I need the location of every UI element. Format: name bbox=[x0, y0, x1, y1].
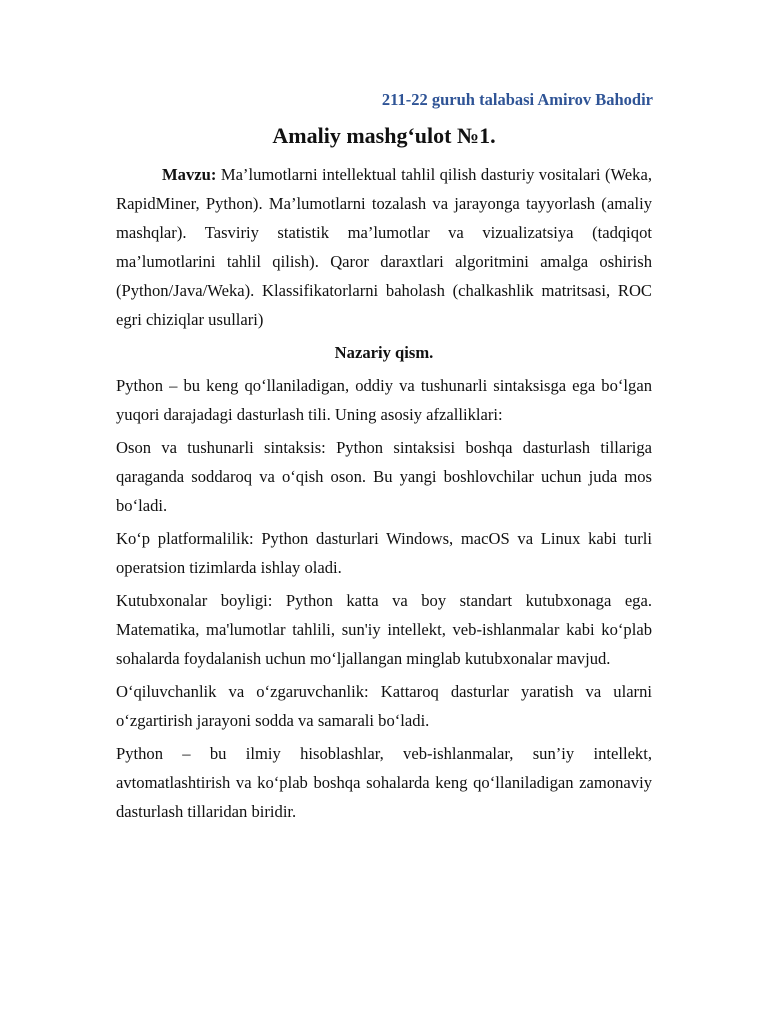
paragraph-libraries: Kutubxonalar boyligi: Python katta va boy standart kutubxonaga ega. Matematika, ma'lumotlar tahlili, sun'iy intellekt, veb-ishlanmalar kabi ko‘plab sohalarda foydalanish uchun mo‘ljallangan minglab kutubxonalar mavjud. bbox=[116, 591, 652, 668]
paragraph-summary: Python – bu ilmiy hisoblashlar, veb-ishlanmalar, sun’iy intellekt, avtomatlashtirish va ko‘plab boshqa sohalarda keng qo‘llaniladigan zamonaviy dasturlash tillaridan biridir. bbox=[116, 744, 652, 821]
paragraph-syntax: Oson va tushunarli sintaksis: Python sintaksisi boshqa dasturlash tillariga qaraganda soddaroq va o‘qish oson. Bu yangi boshlovchilar uchun juda mos bo‘ladi. bbox=[116, 438, 652, 515]
paragraph-intro: Python – bu keng qo‘llaniladigan, oddiy va tushunarli sintaksisga ega bo‘lgan yuqori darajadagi dasturlash tili. Uning asosiy afzalliklari: bbox=[116, 376, 652, 424]
topic-text: Ma’lumotlarni intellektual tahlil qilish dasturiy vositalari (Weka, RapidMiner, Python). Ma’lumotlarni tozalash va jarayonga tayyorlash (amaliy mashqlar). Tasviriy statistik ma’lumotlar va vizualizatsiya (tadqiqot ma’lumotlarini tahlil qilish). Qaror daraxtlari algoritmini amalga oshirish (Python/Java/Weka). Klassifikatorlarni baholash (chalkashlik matritsasi, ROC egri chiziqlar usullari) bbox=[116, 165, 652, 329]
topic-paragraph bbox=[116, 160, 652, 334]
section-heading: Nazariy qism. bbox=[334, 343, 434, 362]
paragraph-readability: O‘qiluvchanlik va o‘zgaruvchanlik: Kattaroq dasturlar yaratish va ularni o‘zgartirish jarayoni sodda va samarali bo‘ladi. bbox=[116, 682, 652, 730]
author-line: 211-22 guruh talabasi Amirov Bahodir bbox=[381, 90, 653, 109]
topic-label: Mavzu: bbox=[162, 165, 217, 184]
paragraph-platforms: Ko‘p platformalilik: Python dasturlari Windows, macOS va Linux kabi turli operatsion tizimlarda ishlay oladi. bbox=[116, 529, 652, 577]
document-body bbox=[116, 160, 652, 830]
page-title: Amaliy mashg‘ulot №1. bbox=[272, 123, 496, 148]
